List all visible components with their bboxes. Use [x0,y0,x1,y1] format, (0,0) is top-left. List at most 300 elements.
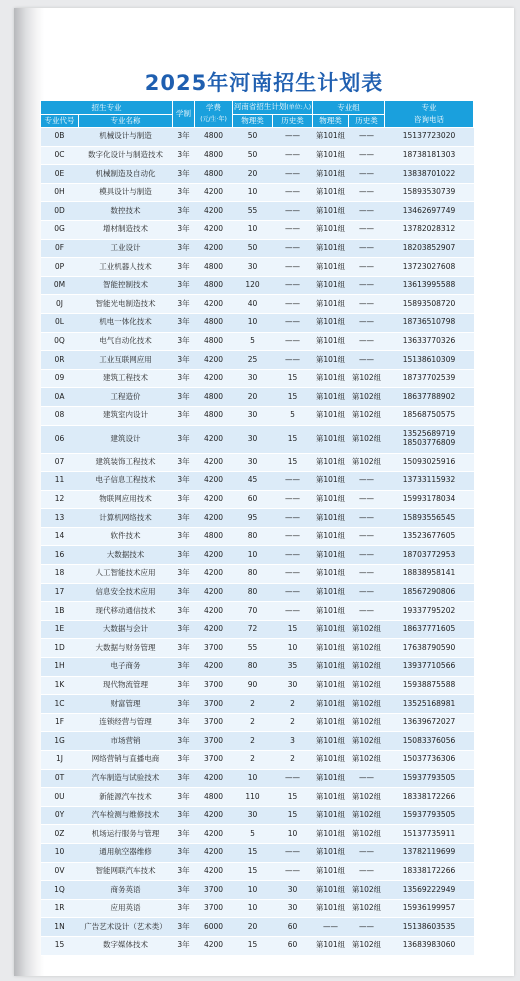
major-code-cell: 0A [41,388,79,407]
phone-cell: 15936199957 [385,899,474,918]
header-enroll-major: 招生专业 [41,101,173,115]
physics-group-cell: 第101组 [313,527,349,546]
duration-cell: 3年 [173,258,195,277]
tuition-cell: 4200 [195,183,233,202]
physics-group-cell: 第101组 [313,183,349,202]
duration-cell: 3年 [173,425,195,453]
physics-group-cell: 第101组 [313,583,349,602]
major-code-cell: 0Y [41,806,79,825]
major-code-cell: 16 [41,546,79,565]
history-quota-cell: —— [273,509,313,528]
physics-quota-cell: 60 [233,490,273,509]
major-code-cell: 0L [41,313,79,332]
phone-cell: 15137735911 [385,825,474,844]
phone-cell: 15937793505 [385,769,474,788]
history-quota-cell: —— [273,258,313,277]
major-name-cell: 增材制造技术 [79,220,173,239]
physics-group-cell: 第101组 [313,546,349,565]
physics-group-cell: 第101组 [313,453,349,472]
phone-cell: 15093025916 [385,453,474,472]
history-group-cell: 第102组 [349,732,385,751]
history-group-cell: —— [349,862,385,881]
table-row [41,490,474,509]
tuition-cell: 4800 [195,128,233,147]
physics-group-cell: 第101组 [313,862,349,881]
history-quota-cell: 15 [273,369,313,388]
header-plan-label: 河南省招生计划 [233,102,287,111]
duration-cell: 3年 [173,369,195,388]
phone-cell: 13733115932 [385,472,474,491]
header-code: 专业代号 [41,115,79,128]
physics-quota-cell: 10 [233,881,273,900]
major-code-cell: 06 [41,425,79,453]
physics-quota-cell: 30 [233,369,273,388]
duration-cell: 3年 [173,332,195,351]
history-group-cell: —— [349,918,385,937]
physics-group-cell: 第101组 [313,936,349,955]
major-name-cell: 大数据技术 [79,546,173,565]
phone-cell: 18567290806 [385,583,474,602]
duration-cell: 3年 [173,843,195,862]
history-quota-cell: 35 [273,658,313,677]
phone-cell: 18637788902 [385,388,474,407]
major-code-cell: 0D [41,202,79,221]
major-name-cell: 电气自动化技术 [79,332,173,351]
duration-cell: 3年 [173,676,195,695]
table-row [41,620,474,639]
history-quota-cell: —— [273,276,313,295]
duration-cell: 3年 [173,490,195,509]
duration-cell: 3年 [173,918,195,937]
history-group-cell: —— [349,276,385,295]
major-code-cell: 1J [41,751,79,770]
history-quota-cell: 60 [273,918,313,937]
major-code-cell: 15 [41,936,79,955]
tuition-cell: 4200 [195,806,233,825]
history-group-cell: —— [349,295,385,314]
tuition-cell: 3700 [195,899,233,918]
table-row [41,295,474,314]
history-group-cell: 第102组 [349,825,385,844]
major-code-cell: 09 [41,369,79,388]
table-row [41,713,474,732]
history-quota-cell: —— [273,332,313,351]
tuition-cell: 3700 [195,732,233,751]
history-quota-cell: —— [273,146,313,165]
major-name-cell: 建筑工程技术 [79,369,173,388]
physics-group-cell: 第101组 [313,899,349,918]
duration-cell: 3年 [173,899,195,918]
table-row [41,806,474,825]
major-code-cell: 1Q [41,881,79,900]
phone-cell: 15138603535 [385,918,474,937]
physics-quota-cell: 55 [233,639,273,658]
phone-cell: 13523677605 [385,527,474,546]
physics-group-cell: 第101组 [313,881,349,900]
physics-quota-cell: 30 [233,425,273,453]
physics-group-cell: 第101组 [313,509,349,528]
page-title: 2025年河南招生计划表 [144,71,384,95]
physics-group-cell: 第101组 [313,490,349,509]
major-code-cell: 0R [41,351,79,370]
phone-cell: 18338172266 [385,788,474,807]
major-name-cell: 大数据与财务管理 [79,639,173,658]
physics-quota-cell: 20 [233,165,273,184]
duration-cell: 3年 [173,128,195,147]
history-group-cell: —— [349,165,385,184]
major-name-cell: 网络营销与直播电商 [79,751,173,770]
duration-cell: 3年 [173,453,195,472]
tuition-cell: 4800 [195,313,233,332]
major-code-cell: 1B [41,602,79,621]
major-code-cell: 12 [41,490,79,509]
major-name-cell: 模具设计与制造 [79,183,173,202]
history-quota-cell: —— [273,295,313,314]
major-code-cell: 0Z [41,825,79,844]
table-row [41,862,474,881]
major-code-cell: 0E [41,165,79,184]
phone-cell: 18703772953 [385,546,474,565]
tuition-cell: 4800 [195,406,233,425]
history-group-cell: —— [349,239,385,258]
physics-group-cell: 第101组 [313,788,349,807]
tuition-cell: 4200 [195,351,233,370]
table-row [41,425,474,453]
history-quota-cell: —— [273,202,313,221]
phone-cell: 13462697749 [385,202,474,221]
major-code-cell: 0P [41,258,79,277]
duration-cell: 3年 [173,406,195,425]
major-code-cell: 17 [41,583,79,602]
major-code-cell: 08 [41,406,79,425]
table-row [41,509,474,528]
tuition-cell: 4800 [195,388,233,407]
table-row [41,527,474,546]
table-row [41,276,474,295]
phone-cell: 15138610309 [385,351,474,370]
tuition-cell: 3700 [195,881,233,900]
history-quota-cell: —— [273,183,313,202]
major-code-cell: 1E [41,620,79,639]
physics-quota-cell: 90 [233,676,273,695]
phone-cell: 13782028312 [385,220,474,239]
physics-quota-cell: 40 [233,295,273,314]
duration-cell: 3年 [173,732,195,751]
tuition-cell: 3700 [195,695,233,714]
physics-quota-cell: 2 [233,695,273,714]
physics-quota-cell: 2 [233,713,273,732]
tuition-cell: 4200 [195,769,233,788]
history-group-cell: 第102组 [349,620,385,639]
physics-quota-cell: 20 [233,918,273,937]
tuition-cell: 4200 [195,620,233,639]
history-group-cell: 第102组 [349,936,385,955]
tuition-cell: 4200 [195,425,233,453]
table-row [41,843,474,862]
major-name-cell: 物联网应用技术 [79,490,173,509]
header-phone [385,101,474,128]
header-group: 专业组 [313,101,385,115]
tuition-cell: 4800 [195,258,233,277]
physics-group-cell: 第101组 [313,146,349,165]
table-row [41,732,474,751]
major-name-cell: 建筑室内设计 [79,406,173,425]
history-group-cell: —— [349,351,385,370]
history-quota-cell: 60 [273,936,313,955]
major-name-cell: 计算机网络技术 [79,509,173,528]
table-row [41,881,474,900]
history-quota-cell: 2 [273,713,313,732]
physics-group-cell: 第101组 [313,276,349,295]
duration-cell: 3年 [173,313,195,332]
major-name-cell: 市场营销 [79,732,173,751]
history-group-cell: 第102组 [349,658,385,677]
tuition-cell: 4200 [195,862,233,881]
duration-cell: 3年 [173,351,195,370]
header-fee-unit: (元/生·年) [200,116,227,123]
duration-cell: 3年 [173,825,195,844]
duration-cell: 3年 [173,639,195,658]
phone-cell: 13633770326 [385,332,474,351]
history-quota-cell: —— [273,565,313,584]
history-group-cell: 第102组 [349,453,385,472]
history-quota-cell: —— [273,602,313,621]
history-group-cell: 第102组 [349,751,385,770]
physics-quota-cell: 110 [233,788,273,807]
tuition-cell: 4200 [195,843,233,862]
header-fee-label: 学费 [206,103,221,112]
table-row [41,825,474,844]
tuition-cell: 4800 [195,165,233,184]
physics-group-cell: 第101组 [313,202,349,221]
history-quota-cell: 3 [273,732,313,751]
table-row [41,899,474,918]
phone-cell: 13838701022 [385,165,474,184]
phone-cell: 13569222949 [385,881,474,900]
major-code-cell: 10 [41,843,79,862]
history-quota-cell: —— [273,472,313,491]
major-code-cell: 07 [41,453,79,472]
history-quota-cell: 15 [273,453,313,472]
tuition-cell: 4200 [195,565,233,584]
history-group-cell: —— [349,220,385,239]
physics-quota-cell: 10 [233,769,273,788]
duration-cell: 3年 [173,658,195,677]
table-row [41,769,474,788]
physics-group-cell: 第101组 [313,388,349,407]
duration-cell: 3年 [173,565,195,584]
duration-cell: 3年 [173,239,195,258]
physics-group-cell: 第101组 [313,406,349,425]
major-name-cell: 汽车制造与试验技术 [79,769,173,788]
phone-cell: 15893530739 [385,183,474,202]
table-row [41,202,474,221]
physics-group-cell: 第101组 [313,639,349,658]
phone-cell: 18738181303 [385,146,474,165]
duration-cell: 3年 [173,546,195,565]
duration-cell: 3年 [173,862,195,881]
header-plan-unit: (单位:人) [286,104,312,111]
table-row [41,472,474,491]
major-name-cell: 数字媒体技术 [79,936,173,955]
history-quota-cell: 10 [273,639,313,658]
major-name-cell: 连锁经营与管理 [79,713,173,732]
history-group-cell: 第102组 [349,406,385,425]
physics-quota-cell: 20 [233,388,273,407]
physics-quota-cell: 55 [233,202,273,221]
history-quota-cell: 30 [273,676,313,695]
history-quota-cell: 15 [273,388,313,407]
physics-quota-cell: 15 [233,843,273,862]
major-name-cell: 应用英语 [79,899,173,918]
duration-cell: 3年 [173,509,195,528]
physics-group-cell: 第101组 [313,751,349,770]
major-name-cell: 工业互联网应用 [79,351,173,370]
major-code-cell: 0J [41,295,79,314]
history-quota-cell: —— [273,527,313,546]
history-group-cell: 第102组 [349,388,385,407]
tuition-cell: 4200 [195,658,233,677]
table-row [41,220,474,239]
table-row [41,453,474,472]
physics-quota-cell: 10 [233,899,273,918]
history-group-cell: —— [349,146,385,165]
physics-group-cell: 第101组 [313,806,349,825]
phone-cell: 15083376056 [385,732,474,751]
duration-cell: 3年 [173,936,195,955]
physics-quota-cell: 80 [233,565,273,584]
tuition-cell: 3700 [195,676,233,695]
duration-cell: 3年 [173,202,195,221]
major-code-cell: 0G [41,220,79,239]
phone-cell: 13639672027 [385,713,474,732]
major-name-cell: 建筑设计 [79,425,173,453]
history-quota-cell: —— [273,128,313,147]
phone-cell: 15893508720 [385,295,474,314]
major-name-cell: 智能网联汽车技术 [79,862,173,881]
tuition-cell: 4200 [195,202,233,221]
major-code-cell: 0F [41,239,79,258]
table-row [41,332,474,351]
tuition-cell: 4200 [195,220,233,239]
history-quota-cell: 15 [273,425,313,453]
major-name-cell: 商务英语 [79,881,173,900]
tuition-cell: 3700 [195,639,233,658]
tuition-cell: 4800 [195,788,233,807]
physics-quota-cell: 2 [233,732,273,751]
duration-cell: 3年 [173,527,195,546]
major-name-cell: 新能源汽车技术 [79,788,173,807]
phone-cell: 13723027608 [385,258,474,277]
history-quota-cell: 5 [273,406,313,425]
phone-cell: 13937710566 [385,658,474,677]
phone-cell: 13782119699 [385,843,474,862]
phone-cell: 15937793505 [385,806,474,825]
physics-quota-cell: 10 [233,183,273,202]
phone-cell: 18338172266 [385,862,474,881]
phone-cell: 13613995588 [385,276,474,295]
duration-cell: 3年 [173,881,195,900]
physics-group-cell: —— [313,918,349,937]
major-name-cell: 机械制造及自动化 [79,165,173,184]
tuition-cell: 4200 [195,490,233,509]
phone-cell: 18737702539 [385,369,474,388]
duration-cell: 3年 [173,276,195,295]
header-physics: 物理类 [233,115,273,128]
header-phone-line2: 咨询电话 [414,115,444,124]
physics-group-cell: 第101组 [313,239,349,258]
major-code-cell: 0U [41,788,79,807]
table-row [41,751,474,770]
enrollment-plan-table [40,100,474,956]
physics-quota-cell: 30 [233,453,273,472]
phone-cell: 17638790590 [385,639,474,658]
tuition-cell: 4200 [195,936,233,955]
physics-group-cell: 第101组 [313,676,349,695]
history-quota-cell: —— [273,313,313,332]
document-page [14,8,514,976]
history-group-cell: —— [349,313,385,332]
major-code-cell: 1K [41,676,79,695]
major-code-cell: 1H [41,658,79,677]
phone-cell: 15893556545 [385,509,474,528]
physics-quota-cell: 45 [233,472,273,491]
major-code-cell: 1N [41,918,79,937]
physics-group-cell: 第101组 [313,369,349,388]
table-row [41,258,474,277]
history-group-cell: —— [349,332,385,351]
history-quota-cell: 10 [273,825,313,844]
major-code-cell: 0B [41,128,79,147]
major-name-cell: 电子信息工程技术 [79,472,173,491]
duration-cell: 3年 [173,695,195,714]
history-group-cell: 第102组 [349,788,385,807]
major-code-cell: 0Q [41,332,79,351]
phone-cell: 13525168981 [385,695,474,714]
history-quota-cell: —— [273,239,313,258]
history-group-cell: —— [349,565,385,584]
history-group-cell: —— [349,258,385,277]
physics-group-cell: 第101组 [313,220,349,239]
history-quota-cell: 15 [273,620,313,639]
header-plan [233,101,313,115]
major-name-cell: 人工智能技术应用 [79,565,173,584]
tuition-cell: 6000 [195,918,233,937]
physics-quota-cell: 10 [233,313,273,332]
history-group-cell: —— [349,769,385,788]
phone-cell: 15037736306 [385,751,474,770]
header-phone-line1: 专业 [421,103,437,112]
physics-quota-cell: 80 [233,527,273,546]
physics-quota-cell: 95 [233,509,273,528]
history-quota-cell: —— [273,165,313,184]
physics-quota-cell: 80 [233,658,273,677]
table-row [41,788,474,807]
history-quota-cell: 15 [273,788,313,807]
history-quota-cell: —— [273,546,313,565]
table-row [41,695,474,714]
tuition-cell: 3700 [195,751,233,770]
history-group-cell: —— [349,843,385,862]
duration-cell: 3年 [173,295,195,314]
major-name-cell: 工程造价 [79,388,173,407]
major-code-cell: 18 [41,565,79,584]
history-group-cell: 第102组 [349,425,385,453]
tuition-cell: 4200 [195,583,233,602]
header-group-physics: 物理类 [313,115,349,128]
physics-group-cell: 第101组 [313,425,349,453]
major-code-cell: 1R [41,899,79,918]
